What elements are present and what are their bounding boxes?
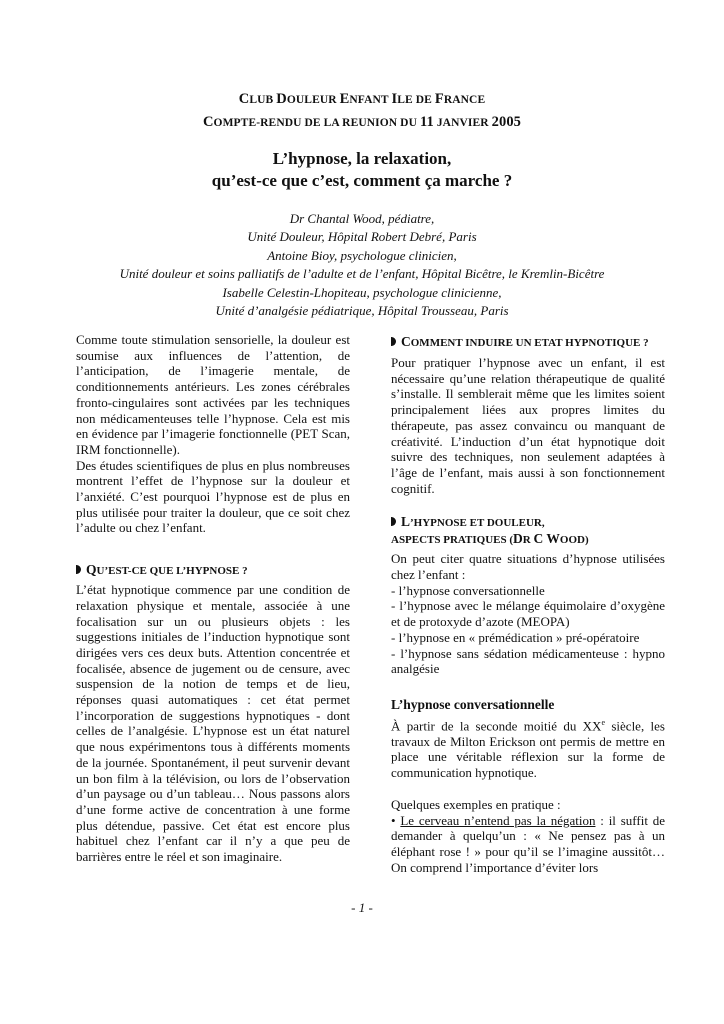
- list-item: - l’hypnose sans sédation médicamenteuse : hypno analgésie: [391, 645, 665, 677]
- examples-intro: Quelques exemples en pratique :: [391, 796, 561, 812]
- header-word-rest: NFANT: [349, 94, 392, 106]
- title-line-1: L’hypnose, la relaxation,: [272, 149, 452, 168]
- header-word-rest: LE DE: [397, 94, 435, 106]
- header-word-initial: E: [339, 91, 350, 107]
- list-item: - l’hypnose conversationnelle: [391, 582, 545, 598]
- section-paragraph: Pour pratiquer l’hypnose avec un enfant, il est nécessaire qu’une relation thérapeutique de qualité s’installe. Il semblerait même que les limites soient principalement liées aux propres limites du thérapeute, pas assez convaincu ou manquant de créativité. L’induction d’un état hypnotique doit suivre des techniques, non seulement adaptées à l’âge de l’enfant, mais aussi à son fonctionnement cognitif.: [391, 355, 665, 496]
- authors-block: [0, 210, 724, 320]
- meeting-date-line: [0, 111, 724, 134]
- club-name: [0, 88, 724, 111]
- subheading-conversational: L’hypnose conversationnelle: [391, 696, 555, 712]
- section-paragraph: L’état hypnotique commence par une condition de relaxation physique et mentale, associée à une focalisation sur un ou plusieurs objets : les suggestions initiales de l’induction hypnotique sont dirigées vers ces deux buts. Attention concentrée et focalisée, absence de jugement ou de censure, avec suspension de la notion de temps et de lieu, réponses quasi automatiques : cet état permet l’incorporation de suggestions hypnotiques - dont celles de l’analgésie. L’hypnose est un état naturel que nous expérimentons tous à différents moments de la journée. Spontanément, il peut survenir devant un bon film à la télévision, ou lors de l’observation d’un paysage ou d’un tableau… Nous passons alors d’une forme active de concentration à une forme plus détendue, passive. Cet état est encore plus habituel chez l’enfant car il n’y a que peu de barrières entre le réel et son imaginaire.: [76, 582, 350, 865]
- left-column: [76, 332, 350, 865]
- author-line: Isabelle Celestin-Lhopiteau, psychologue clinicienne,: [222, 284, 502, 300]
- century-superscript: e: [601, 717, 606, 727]
- heading-rest: R: [522, 534, 534, 547]
- intro-paragraph-2: Des études scientifiques de plus en plus nombreuses montrent l’effet de l’hypnose sur la douleur et l’anxiété. C’est pourquoi l’hypnose est de plus en plus utilisée pour traiter la douleur, que ce soit chez l’adulte ou chez l’enfant.: [76, 457, 350, 536]
- half-circle-bullet-icon: [76, 565, 81, 574]
- header-word-rest: OULEUR: [286, 94, 340, 106]
- heading-initial: D: [513, 531, 523, 547]
- conversational-paragraph: [391, 715, 665, 781]
- bullet: •: [391, 812, 401, 828]
- heading-initial: Q: [86, 562, 97, 578]
- heading-rest: ASPECTS PRATIQUES (: [391, 534, 514, 547]
- right-column: [391, 334, 665, 875]
- half-circle-bullet-icon: [391, 517, 396, 526]
- heading-rest: OMMENT INDUIRE UN ETAT HYPNOTIQUE ?: [410, 337, 649, 349]
- list-item: - l’hypnose avec le mélange équimolaire d’oxygène et de protoxyde d’azote (MEOPA): [391, 598, 665, 630]
- document-title: [0, 148, 724, 192]
- header-word-initial: I: [391, 91, 398, 107]
- header-word-rest: LUB: [249, 94, 277, 106]
- section-paragraph: On peut citer quatre situations d’hypnose utilisées chez l’enfant :: [391, 551, 665, 583]
- half-circle-bullet-icon: [391, 337, 396, 346]
- heading-initial: L: [401, 514, 411, 530]
- author-line: Unité douleur et soins palliatifs de l’adulte et de l’enfant, Hôpital Bicêtre, le Kremlin-Bicêtre: [119, 266, 605, 282]
- list-item: - l’hypnose en « prémédication » pré-opératoire: [391, 629, 640, 645]
- heading-initial: C: [401, 334, 411, 349]
- header-year: 2005: [491, 114, 522, 130]
- header-rest: OMPTE-RENDU DE LA REUNION DU: [213, 117, 420, 129]
- author-line: Unité d’analgésie pédiatrique, Hôpital Trousseau, Paris: [215, 303, 509, 319]
- heading-rest: OOD): [559, 534, 589, 547]
- header-word-rest: RANCE: [443, 94, 486, 106]
- heading-initial: C W: [533, 531, 560, 547]
- conv-text: siècle, les travaux de Milton Erickson ont permis de mettre en place une véritable réflexion sur la forme de communication hypnotique.: [391, 717, 665, 781]
- section-heading-what-is-hypnosis: [76, 562, 350, 579]
- header-word-initial: D: [276, 91, 287, 107]
- document-header: [0, 88, 724, 134]
- author-line: Unité Douleur, Hôpital Robert Debré, Paris: [247, 229, 477, 245]
- conv-text: À partir de la seconde moitié du XX: [391, 717, 602, 733]
- page-number: - 1 -: [351, 900, 373, 915]
- author-line: Dr Chantal Wood, pédiatre,: [289, 211, 435, 226]
- intro-paragraph: Comme toute stimulation sensorielle, la douleur est soumise aux influences de l’attention, de l’anticipation, de l’imagerie mentale, de conditionnements antérieurs. Les zones cérébrales fronto-cingulaires sont activées par les techniques non médicamenteuses telle l’hypnose. Cela est mis en évidence par l’imagerie fonctionnelle (PET Scan, IRM fonctionnelle).: [76, 332, 350, 457]
- header-initial: C: [202, 114, 214, 130]
- header-day: 11: [419, 114, 434, 130]
- heading-rest: U’EST-CE QUE L’HYPNOSE ?: [96, 565, 248, 578]
- header-month: JANVIER: [433, 117, 492, 129]
- heading-rest: ’HYPNOSE ET DOULEUR,: [410, 517, 545, 530]
- header-word-initial: C: [238, 91, 250, 107]
- example-paragraph: [391, 813, 665, 876]
- header-word-initial: F: [434, 91, 444, 107]
- section-heading-induction: [391, 334, 665, 351]
- title-line-2: qu’est-ce que c’est, comment ça marche ?: [211, 171, 513, 190]
- example-text: : il suffit de demander à quelqu’un : « Ne pensez pas à un éléphant rose ! » pour qu’il se l’imagine aussitôt… On comprend l’importance d’éviter lors: [391, 812, 665, 875]
- underlined-phrase: Le cerveau n’entend pas la négation: [400, 812, 596, 828]
- section-heading-hypnosis-and-pain: [391, 514, 665, 548]
- author-line: Antoine Bioy, psychologue clinicien,: [267, 247, 457, 263]
